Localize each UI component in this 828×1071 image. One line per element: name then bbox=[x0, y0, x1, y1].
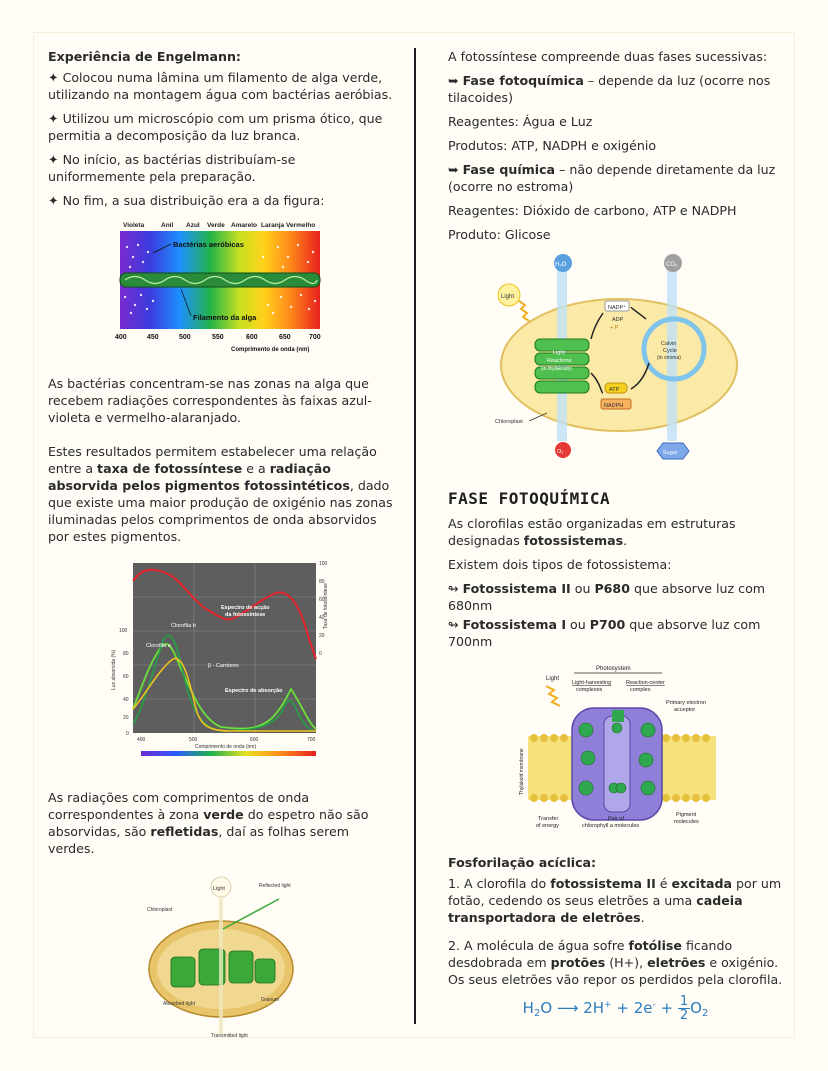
bullet-item-4: ✦ No fim, a sua distribuição era a da figura: bbox=[48, 193, 325, 208]
primary-1: Primary electron bbox=[665, 700, 706, 706]
star-icon: ✦ bbox=[48, 193, 59, 208]
label-laranja: Laranja bbox=[261, 222, 285, 229]
label-violeta: Violeta bbox=[123, 222, 145, 229]
engelmann-title: Experiência de Engelmann: bbox=[48, 49, 241, 64]
caroteno-label: β - Caroteno bbox=[207, 663, 239, 669]
svg-text:20: 20 bbox=[122, 715, 129, 721]
reflected-label: Reflected light bbox=[258, 883, 291, 889]
absorption-label: Espectro de absorção bbox=[224, 688, 282, 694]
svg-text:400: 400 bbox=[136, 737, 145, 743]
svg-text:100: 100 bbox=[318, 561, 327, 567]
chloroplast-light-figure bbox=[141, 869, 301, 1044]
photosystem-i-item: ↬ Fotossistema I ou P700 que absorve luz com 700nm bbox=[448, 617, 761, 649]
engelmann-spectrum-figure bbox=[113, 217, 328, 357]
harvesting-1: Light-harvesting bbox=[571, 680, 611, 686]
co2-label: CO₂ bbox=[665, 262, 677, 268]
arrow-icon: ➥ bbox=[448, 162, 459, 177]
phase-chemical: ➥ Fase química – não depende diretamente da luz (ocorre no estroma) bbox=[448, 162, 776, 194]
graph-left-ticks bbox=[119, 628, 129, 737]
alga-filament bbox=[120, 273, 320, 287]
svg-text:650: 650 bbox=[279, 334, 291, 341]
left-column bbox=[48, 48, 393, 1044]
absorption-spectrum-figure bbox=[111, 559, 331, 759]
reaction-1: Reaction-center bbox=[625, 680, 665, 686]
column-divider bbox=[414, 48, 416, 1024]
svg-text:700: 700 bbox=[309, 334, 321, 341]
nadp-label: NADP⁺ bbox=[607, 305, 626, 311]
chloroplast-label-phases: Chloroplast bbox=[494, 419, 523, 425]
svg-text:550: 550 bbox=[212, 334, 224, 341]
arrow-icon: ➥ bbox=[448, 73, 459, 88]
star-icon: ✦ bbox=[48, 111, 59, 126]
bullet-item-3: ✦ No início, as bactérias distribuíam-se uniformemente pela preparação. bbox=[48, 152, 296, 184]
label-amarelo: Amarelo bbox=[231, 222, 258, 229]
svg-text:80: 80 bbox=[318, 579, 325, 585]
label-azul: Azul bbox=[186, 222, 200, 229]
svg-text:20: 20 bbox=[318, 633, 325, 639]
svg-text:40: 40 bbox=[318, 615, 325, 621]
calvin-3: (in stroma) bbox=[656, 355, 681, 361]
photolysis-equation: $H_2O$ ⟶ 2H+ + 2e- + $\frac{1}{2}$ $O_2$ bbox=[522, 994, 709, 1023]
svg-text:500: 500 bbox=[179, 334, 191, 341]
y-right-label: Taxa de fotossíntese bbox=[322, 583, 329, 629]
transfer-1: Transfer bbox=[537, 816, 558, 822]
hook-arrow-icon: ↬ bbox=[448, 617, 459, 632]
svg-text:100: 100 bbox=[118, 628, 127, 634]
calvin-1: Calvin bbox=[660, 341, 676, 347]
adp-label: ADP bbox=[611, 317, 623, 323]
chloroplast-label: Chloroplast bbox=[146, 907, 172, 913]
phases-intro: A fotossíntese compreende duas fases sucessivas: bbox=[448, 49, 768, 64]
label-anil: Anil bbox=[161, 222, 174, 229]
label-vermelho: Vermelho bbox=[286, 222, 316, 229]
light-reactions-1: Light bbox=[552, 350, 565, 356]
y-left-label: Luz absorvida (%) bbox=[110, 649, 117, 690]
h2o-label: H₂O bbox=[554, 262, 566, 268]
phase1-products: Produtos: ATP, NADPH e oxigénio bbox=[448, 138, 657, 153]
half-fraction: $\frac{1}{2}$ bbox=[679, 994, 689, 1023]
thylakoid-label: Thylakoid membrane bbox=[518, 748, 525, 795]
section-heading-fase-fotoquimica: FASE FOTOQUÍMICA bbox=[448, 489, 611, 508]
atp-label: ATP bbox=[608, 387, 619, 393]
pair-2: chlorophyll a molecules bbox=[581, 823, 639, 829]
reaction-2: complex bbox=[629, 687, 650, 693]
acyclic-subheading: Fosforilação acíclica: bbox=[448, 855, 597, 870]
sugar-label: Sugar bbox=[662, 450, 678, 456]
light-reactions-3: (in thylakoids) bbox=[540, 366, 572, 372]
bacteria-label: Bactérias aeróbicas bbox=[173, 240, 244, 249]
bullet-item-2: ✦ Utilizou um microscópio com um prisma ótico, que permitia a decomposição da luz branca. bbox=[48, 111, 383, 143]
spectrum-color-labels bbox=[123, 222, 315, 229]
photosynthesis-phases-diagram bbox=[491, 253, 741, 468]
right-column bbox=[448, 48, 783, 1022]
spectrum-axis-label: Comprimento de onda (nm) bbox=[231, 347, 310, 353]
light-label-phases: Light bbox=[500, 294, 514, 300]
x-axis-label: Comprimento de onda (nm) bbox=[194, 744, 256, 750]
photosystem-types-intro: Existem dois tipos de fotossistema: bbox=[448, 557, 672, 572]
bullet-item-1: ✦ Colocou numa lâmina um filamento de alga verde, utilizando na montagem água com bactérias aeróbias. bbox=[48, 70, 393, 102]
phase2-reagents: Reagentes: Dióxido de carbono, ATP e NADPH bbox=[448, 203, 737, 218]
action-label-1: Espectro de acção bbox=[220, 605, 270, 611]
step-2: 2. A molécula de água sofre fotólise ficando desdobrada em protões (H+), eletrões e oxigénio. Os seus eletrões vão repor os perdidos pela clorofila. bbox=[448, 938, 783, 987]
svg-text:60: 60 bbox=[318, 597, 325, 603]
svg-text:500: 500 bbox=[188, 737, 197, 743]
svg-text:0: 0 bbox=[318, 651, 322, 657]
pigment-2: molecules bbox=[673, 819, 699, 825]
photosystems-paragraph: As clorofilas estão organizadas em estruturas designadas fotossistemas. bbox=[448, 516, 736, 548]
pigment-1: Pigment bbox=[675, 812, 696, 818]
graph-x-ticks bbox=[137, 737, 316, 743]
svg-text:0: 0 bbox=[125, 731, 129, 737]
star-icon: ✦ bbox=[48, 152, 59, 167]
nadph-label: NADPH bbox=[603, 403, 623, 409]
relation-paragraph: Estes resultados permitem estabelecer uma relação entre a taxa de fotossíntese e a radiação absorvida pelos pigmentos fotossintéticos, dado que existe uma maior produção de oxigénio nas zonas iluminadas pelos comprimentos de onda absorvidos por estes pigmentos. bbox=[48, 444, 393, 544]
label-verde: Verde bbox=[207, 222, 225, 229]
svg-text:80: 80 bbox=[122, 651, 129, 657]
harvesting-2: complexes bbox=[575, 687, 602, 693]
svg-text:60: 60 bbox=[122, 674, 129, 680]
primary-2: acceptor bbox=[673, 707, 695, 713]
svg-text:450: 450 bbox=[147, 334, 159, 341]
transfer-2: of energy bbox=[535, 823, 559, 829]
photosystem-diagram bbox=[516, 660, 716, 838]
svg-text:600: 600 bbox=[249, 737, 258, 743]
phase1-reagents: Reagentes: Água e Luz bbox=[448, 114, 593, 129]
granum-label: Granum bbox=[260, 997, 279, 1003]
step-1: 1. A clorofila do fotossistema II é excitada por um fotão, cedendo os seus eletrões a uma cadeia transportadora de eletrões. bbox=[448, 876, 782, 925]
wavelength-color-bar bbox=[141, 751, 316, 756]
p-label: + P bbox=[609, 325, 618, 331]
star-icon: ✦ bbox=[48, 70, 59, 85]
light-reactions-2: Reactions bbox=[546, 358, 571, 364]
ps-light-label: Light bbox=[545, 676, 559, 682]
clorofila-b-label: Clorofila b bbox=[170, 623, 196, 629]
alga-label: Filamento da alga bbox=[193, 313, 257, 322]
action-label-2: da fotossíntese bbox=[224, 612, 265, 618]
reaction-arrow: ⟶ bbox=[556, 999, 579, 1017]
photosystem-label: Photosystem bbox=[595, 666, 631, 672]
green-reflection-paragraph: As radiações com comprimentos de onda correspondentes à zona verde do espetro não são absorvidas, são refletidas, daí as folhas serem verdes. bbox=[48, 790, 369, 856]
bacteria-paragraph: As bactérias concentram-se nas zonas na alga que recebem radiações correspondentes às faixas azul-violeta e vermelho-alaranjado. bbox=[48, 376, 372, 425]
spectrum-x-ticks bbox=[115, 334, 321, 341]
pair-1: Pair of bbox=[607, 816, 624, 822]
svg-text:600: 600 bbox=[246, 334, 258, 341]
svg-text:700: 700 bbox=[306, 737, 315, 743]
light-label: Light bbox=[212, 886, 225, 892]
clorofila-a-label: Clorofila a bbox=[145, 643, 171, 649]
hook-arrow-icon: ↬ bbox=[448, 581, 459, 596]
phase2-product: Produto: Glicose bbox=[448, 227, 551, 242]
photosystem-ii-item: ↬ Fotossistema II ou P680 que absorve luz com 680nm bbox=[448, 581, 766, 613]
o2-label: O₂ bbox=[556, 449, 563, 455]
phase-photochemical: ➥ Fase fotoquímica – depende da luz (ocorre nos tilacoides) bbox=[448, 73, 771, 105]
transmitted-label: Transmitted light bbox=[210, 1033, 248, 1039]
calvin-2: Cycle bbox=[662, 348, 677, 354]
svg-text:40: 40 bbox=[122, 697, 129, 703]
svg-text:400: 400 bbox=[115, 334, 127, 341]
absorbed-label: Absorbed light bbox=[162, 1001, 195, 1007]
